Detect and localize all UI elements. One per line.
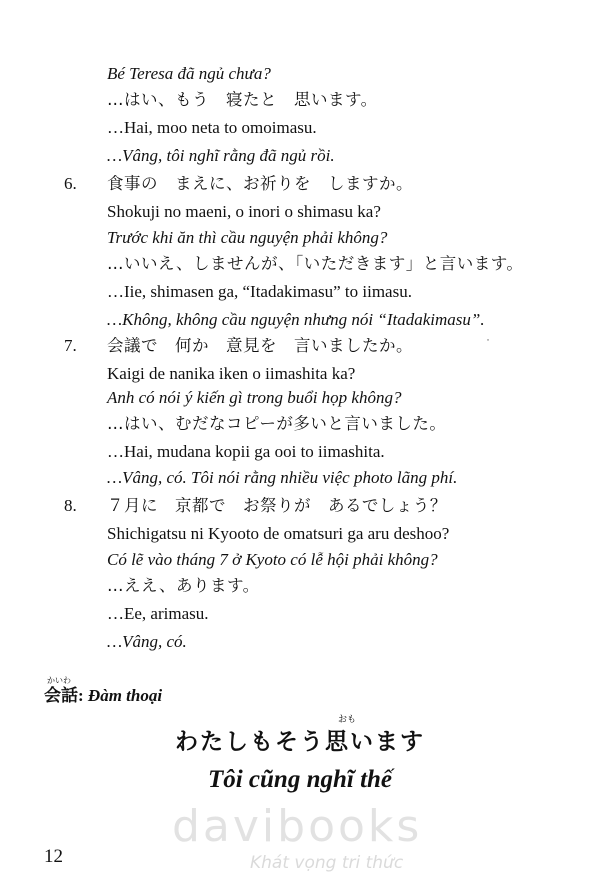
dialogue-title-vn: Tôi cũng nghĩ thế: [207, 766, 393, 793]
section-label-vn: Đàm thoại: [87, 686, 163, 705]
vn-line: Trước khi ăn thì cầu nguyện phải không?: [107, 228, 388, 247]
romaji-line: Shokuji no maeni, o inori o shimasu ka?: [107, 202, 381, 221]
section-kanji: 会話: [44, 686, 78, 706]
vn-line: Có lẽ vào tháng 7 ở Kyoto có lễ hội phải không?: [107, 550, 438, 569]
romaji-line: …Iie, shimasen ga, “Itadakimasu” to iimasu.: [107, 282, 412, 301]
vn-line: …Vâng, tôi nghĩ rằng đã ngủ rồi.: [107, 146, 335, 165]
jp-line: …ええ、あります。: [107, 576, 260, 595]
vn-line: …Vâng, có. Tôi nói rằng nhiều việc photo lãng phí.: [107, 468, 458, 487]
page-number: 12: [44, 846, 63, 867]
jp-line: …はい、もう 寝たと 思います。: [107, 90, 378, 109]
item-number: 8.: [64, 496, 77, 515]
item-number: 7.: [64, 336, 77, 355]
dialogue-title-jp: わたしもそう思います: [175, 729, 425, 755]
jp-line: …はい、むだなコピーが多いと言いました。: [107, 414, 447, 433]
romaji-line: Shichigatsu ni Kyooto de omatsuri ga aru deshoo?: [107, 524, 450, 543]
ink-speck: ˙: [486, 336, 490, 350]
vn-line: Anh có nói ý kiến gì trong buổi họp không?: [107, 388, 402, 407]
section-furigana: かいわ: [47, 676, 71, 685]
item-number: 6.: [64, 174, 77, 193]
vn-line: …Vâng, có.: [107, 632, 187, 651]
romaji-line: …Ee, arimasu.: [107, 604, 209, 623]
jp-line: …いいえ、しませんが、「いただきます」と言います。: [107, 254, 524, 273]
romaji-line: …Hai, mudana kopii ga ooi to iimashita.: [107, 442, 385, 461]
watermark-slogan: Khát vọng tri thức: [250, 853, 404, 873]
jp-line: 会議で 何か 意見を 言いましたか。: [107, 336, 413, 355]
vn-line: Bé Teresa đã ngủ chưa?: [107, 64, 271, 83]
title-furigana: おも: [338, 715, 357, 725]
watermark-brand: davibooks: [172, 801, 423, 852]
jp-line: ７月に 京都で お祭りが あるでしょう？: [107, 496, 447, 515]
romaji-line: …Hai, moo neta to omoimasu.: [107, 118, 317, 137]
section-colon: :: [78, 686, 84, 705]
section-heading: [44, 686, 162, 706]
jp-line: 食事の まえに、お祈りを しますか。: [107, 174, 413, 193]
romaji-line: Kaigi de nanika iken o iimashita ka?: [107, 364, 356, 383]
vn-line: …Không, không cầu nguyện nhưng nói “Itadakimasu”.: [107, 310, 485, 329]
